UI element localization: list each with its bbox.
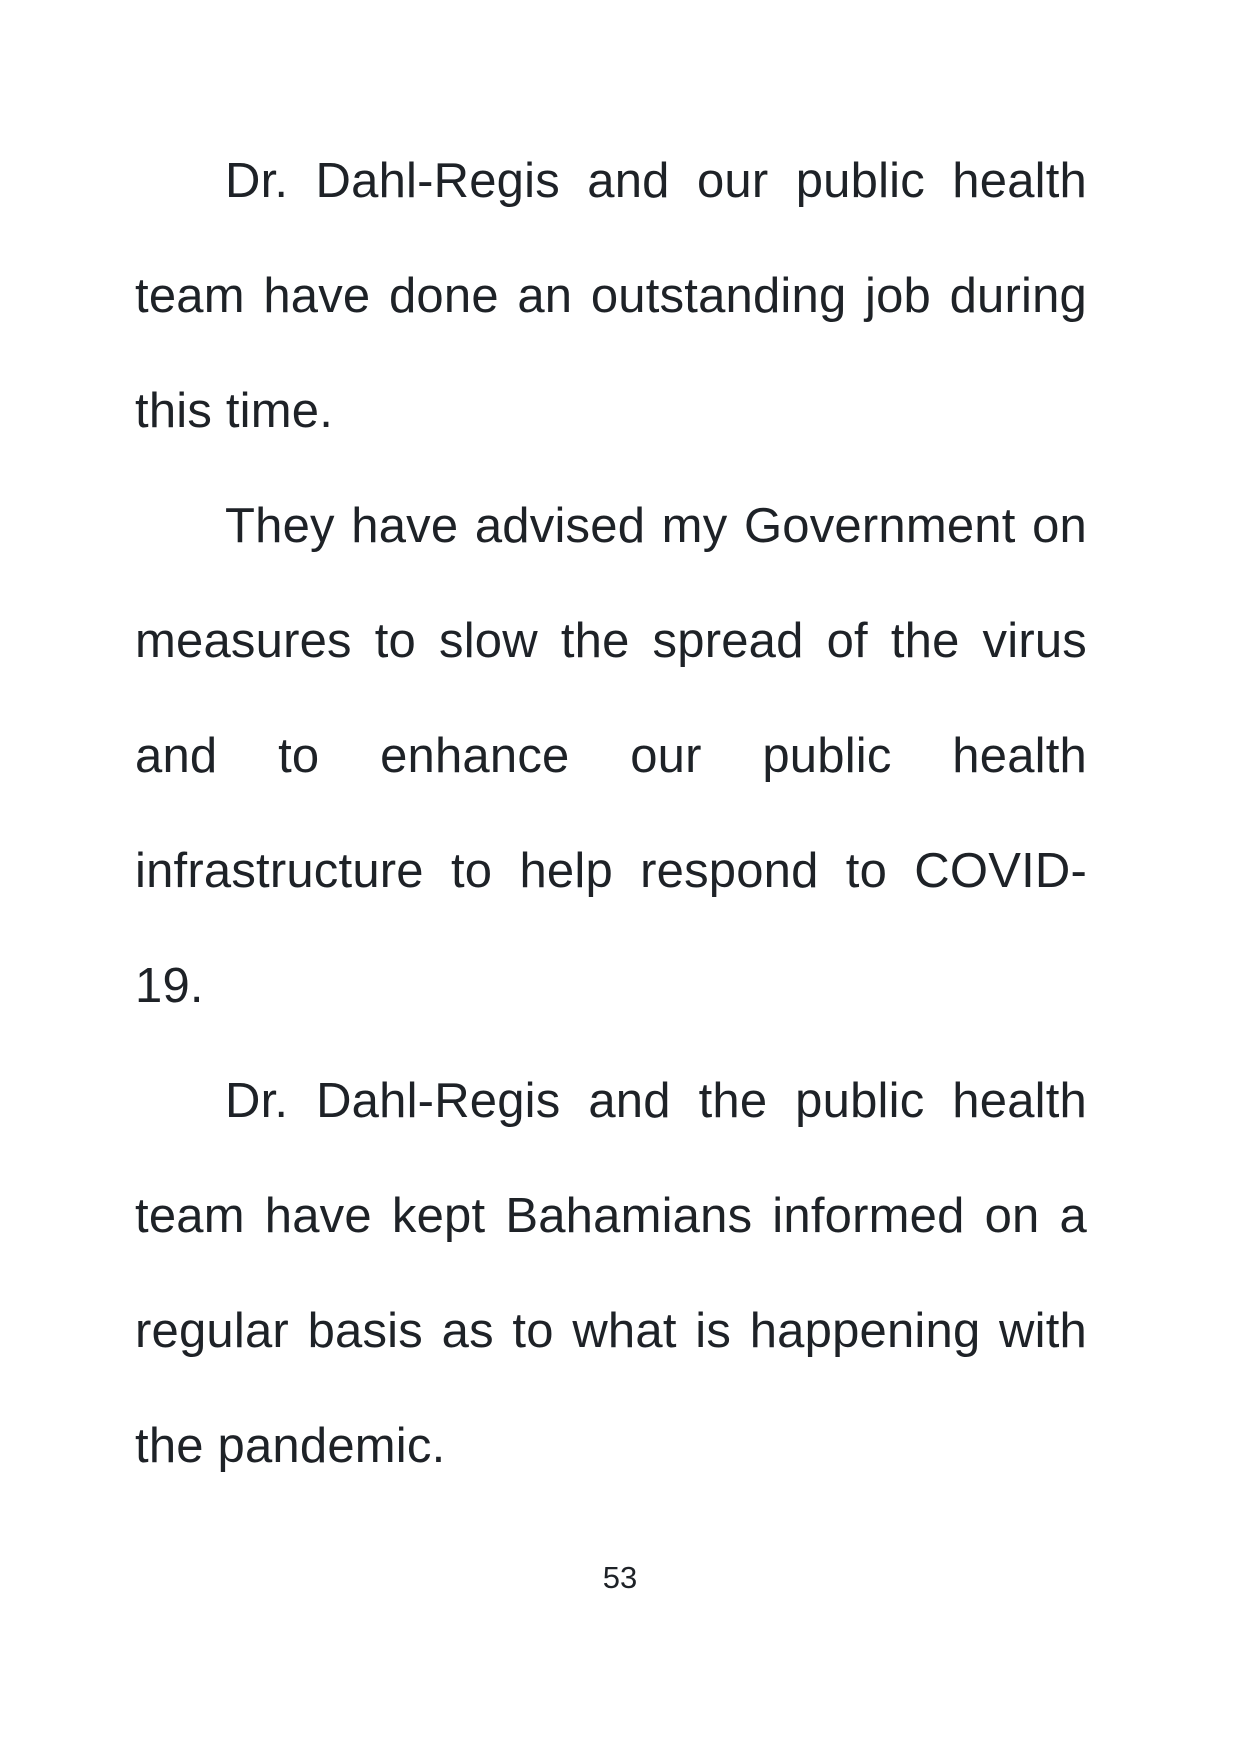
page-number: 53 bbox=[602, 1560, 638, 1595]
text-line: the pandemic. bbox=[135, 1419, 446, 1473]
text-line: Dr. Dahl-Regis and the public health bbox=[225, 1074, 1087, 1128]
text-line: and to enhance our public health bbox=[135, 729, 1087, 783]
text-line: this time. bbox=[135, 384, 334, 438]
text-line: 19. bbox=[135, 959, 204, 1013]
text-line: They have advised my Government on bbox=[225, 499, 1087, 553]
text-line: measures to slow the spread of the virus bbox=[135, 614, 1087, 668]
text-line: Dr. Dahl-Regis and our public health bbox=[225, 154, 1087, 208]
text-line: team have kept Bahamians informed on a bbox=[135, 1189, 1087, 1243]
document-body bbox=[135, 124, 1087, 1504]
text-line: infrastructure to help respond to COVID- bbox=[135, 844, 1087, 898]
text-line: team have done an outstanding job during bbox=[135, 269, 1087, 323]
text-line: regular basis as to what is happening with bbox=[135, 1304, 1087, 1358]
